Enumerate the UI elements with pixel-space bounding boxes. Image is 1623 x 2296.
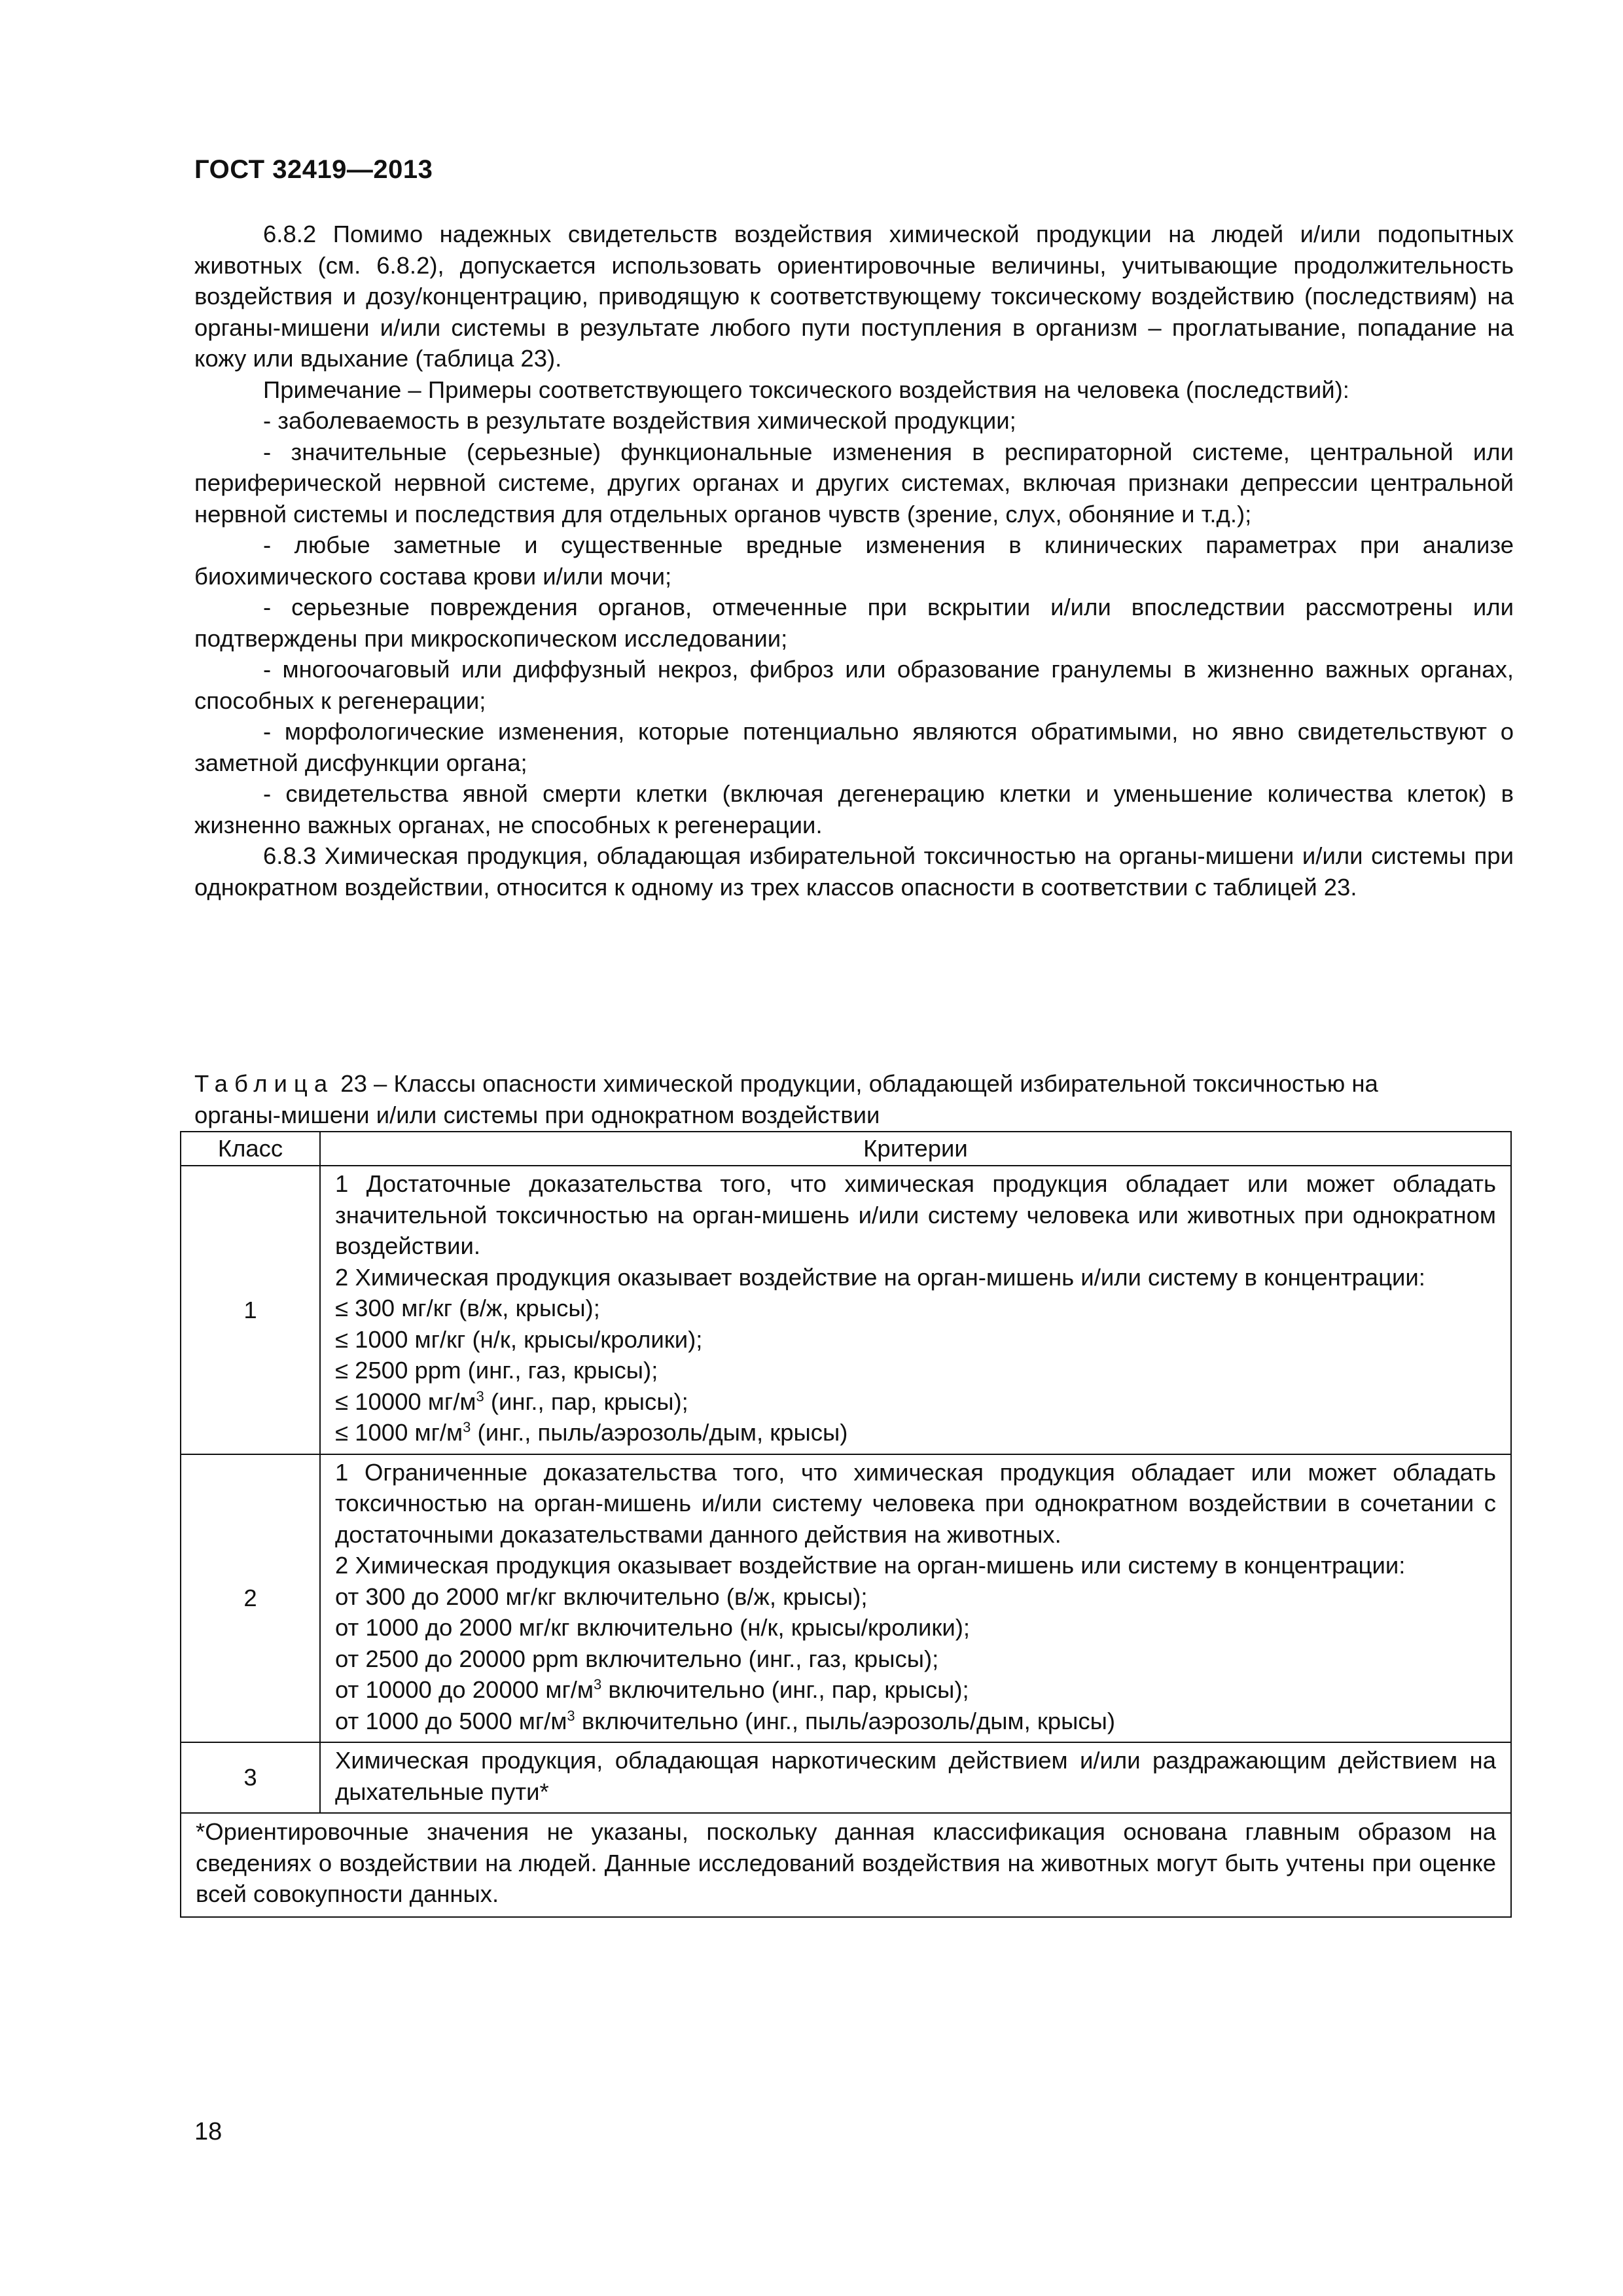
list-item: - многоочаговый или диффузный некроз, фиброз или образование гранулемы в жизненно важных органах, способных к регенерации; [194,656,1514,714]
criteria-value: от 10000 до 20000 мг/м [335,1676,594,1703]
table-footnote-row [181,1813,1511,1917]
criteria-value: ≤ 10000 мг/м [335,1388,476,1415]
list-item: - заболеваемость в результате воздействия химической продукции; [263,407,1016,434]
header-class: Класс [181,1132,320,1166]
list-item: - морфологические изменения, которые потенциально являются обратимыми, но явно свидетельствуют о заметной дисфункции органа; [194,718,1514,776]
criteria-line [335,1674,1496,1706]
criteria-note: (инг., пар, крысы); [484,1388,688,1415]
criteria-line: 2 Химическая продукция оказывает воздействие на орган-мишень или систему в концентрации: [335,1552,1406,1579]
superscript: 3 [567,1707,575,1724]
table-row [181,1742,1511,1813]
hazard-class-table [180,1131,1512,1918]
criteria-line: ≤ 2500 ppm (инг., газ, крысы); [335,1357,658,1384]
criteria-line: от 300 до 2000 мг/кг включительно (в/ж, крысы); [335,1583,868,1610]
list-item: - серьезные повреждения органов, отмеченные при вскрытии и/или впоследствии рассмотрены или подтверждены при микроскопическом исследовании; [194,594,1514,652]
list-item: - свидетельства явной смерти клетки (включая дегенерацию клетки и уменьшение количества клеток) в жизненно важных органах, не способных к регенерации. [194,780,1514,838]
caption-label: Таблица [194,1070,334,1097]
table-header-row [181,1132,1511,1166]
superscript: 3 [476,1388,484,1405]
caption-text: – Классы опасности химической продукции, обладающей избирательной токсичностью на органы-мишени и/или системы при однократном воздействии [194,1070,1378,1128]
table-row [181,1166,1511,1454]
class-cell: 1 [181,1166,320,1454]
criteria-line [335,1417,1496,1448]
criteria-note: включительно (инг., пар, крысы); [601,1676,969,1703]
table-row [181,1454,1511,1743]
criteria-line: от 1000 до 2000 мг/кг включительно (н/к, крысы/кролики); [335,1614,971,1641]
paragraph-6-8-3: 6.8.3 Химическая продукция, обладающая избирательной токсичностью на органы-мишени и/или системы при однократном воздействии, относится к одному из трех классов опасности в соответствии с таблицей 23. [194,842,1514,901]
note-paragraph: Примечание – Примеры соответствующего токсического воздействия на человека (последствий): [263,376,1349,403]
superscript: 3 [463,1418,471,1435]
superscript: 3 [594,1676,602,1693]
criteria-value: от 1000 до 5000 мг/м [335,1707,567,1734]
table-footnote: *Ориентировочные значения не указаны, поскольку данная классификация основана главным образом на сведениях о воздействии на людей. Данные исследований воздействия на животных могут быть учтены при оценке всей совокупности данных. [181,1813,1511,1917]
criteria-line: 1 Достаточные доказательства того, что химическая продукция обладает или может обладать значительной токсичностью на орган-мишень и/или систему человека или животных при однократном воздействии. [335,1170,1496,1259]
caption-number: 23 [340,1070,367,1097]
criteria-line: ≤ 1000 мг/кг (н/к, крысы/кролики); [335,1325,703,1353]
header-criteria: Критерии [320,1132,1511,1166]
criteria-line: ≤ 300 мг/кг (в/ж, крысы); [335,1295,600,1321]
criteria-value: ≤ 1000 мг/м [335,1419,463,1446]
criteria-cell [320,1166,1511,1454]
list-item: - значительные (серьезные) функциональные изменения в респираторной системе, центральной или периферической нервной системе, других органах и других системах, включая признаки депрессии центральной нервной системы и последствия для отдельных органов чувств (зрение, слух, обоняние и т.д.); [194,438,1514,528]
body-text [194,219,1514,903]
criteria-line: от 2500 до 20000 ppm включительно (инг., газ, крысы); [335,1645,939,1672]
criteria-note: (инг., пыль/аэрозоль/дым, крысы) [471,1419,848,1446]
criteria-cell: Химическая продукция, обладающая наркотическим действием и/или раздражающим действием на дыхательные пути* [320,1742,1511,1813]
list-item: - любые заметные и существенные вредные изменения в клинических параметрах при анализе биохимического состава крови и/или мочи; [194,531,1514,590]
class-cell: 2 [181,1454,320,1743]
document-header: ГОСТ 32419—2013 [194,155,433,184]
criteria-line: 1 Ограниченные доказательства того, что химическая продукция обладает или может обладать токсичностью на орган-мишень и/или систему человека при однократном воздействии в сочетании с достаточными доказательствами данного действия на животных. [335,1458,1496,1548]
criteria-cell [320,1454,1511,1743]
paragraph-6-8-2: 6.8.2 Помимо надежных свидетельств воздействия химической продукции на людей и/или подопытных животных (см. 6.8.2), допускается использовать ориентировочные величины, учитывающие продолжительность воздействия и дозу/концентрацию, приводящую к соответствующему токсическому воздействию (последствиям) на органы-мишени и/или системы в результате любого пути поступления в организм – проглатывание, попадание на кожу или вдыхание (таблица 23). [194,221,1514,372]
criteria-line [335,1386,1496,1418]
table-caption [194,1068,1438,1130]
criteria-line: 2 Химическая продукция оказывает воздействие на орган-мишень и/или систему в концентрации: [335,1263,1425,1291]
page-number: 18 [194,2118,223,2145]
criteria-line [335,1706,1496,1737]
criteria-note: включительно (инг., пыль/аэрозоль/дым, крысы) [575,1707,1116,1734]
class-cell: 3 [181,1742,320,1813]
